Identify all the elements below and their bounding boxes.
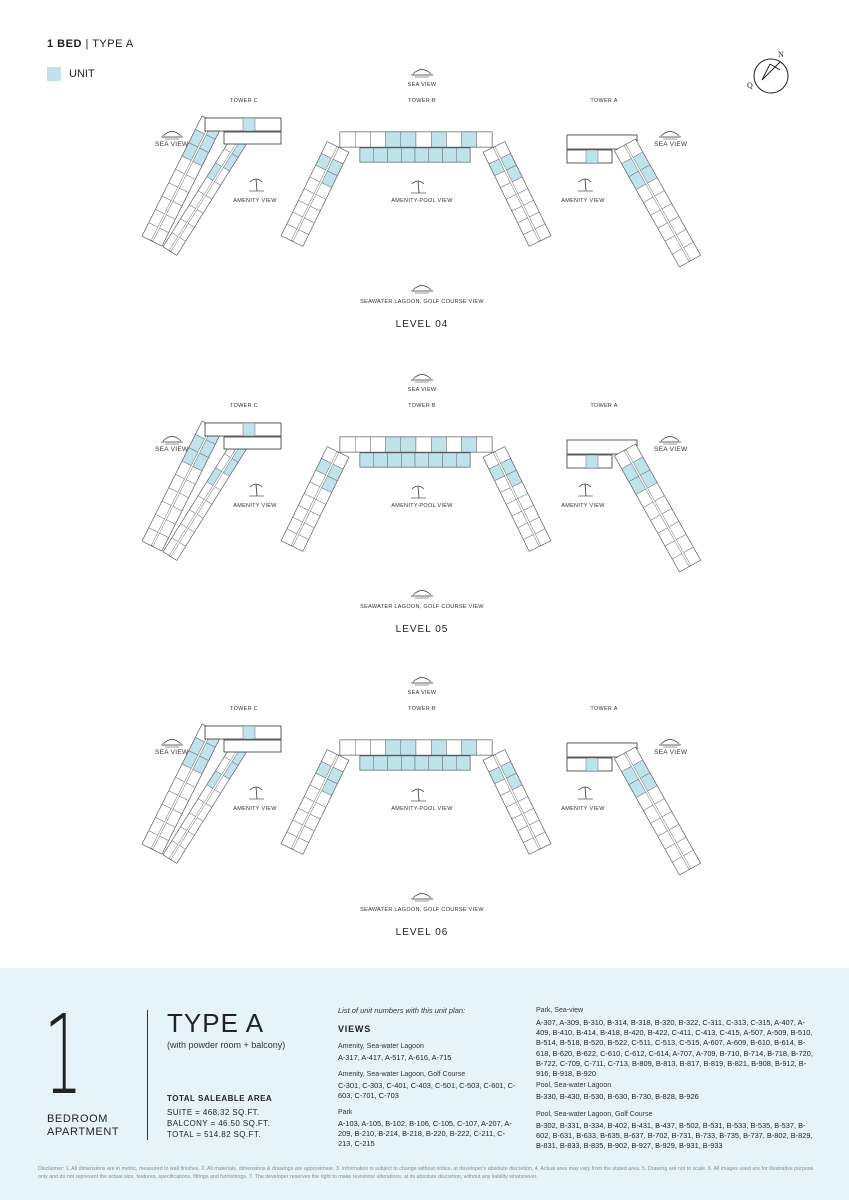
building-wing — [615, 444, 701, 572]
level-plan-06 — [0, 663, 849, 963]
building-wing — [483, 447, 551, 552]
palm-icon — [249, 179, 264, 191]
unit-cell — [415, 453, 429, 467]
group-title: Pool, Sea-water Lagoon — [536, 1082, 612, 1089]
unit-cell — [462, 132, 477, 147]
group-units: B-330, B-430, B-530, B-630, B-730, B-828, B-926 — [536, 1092, 699, 1101]
total-area: TOTAL = 514.82 SQ.FT. — [167, 1130, 261, 1139]
unit-cell — [416, 132, 431, 147]
bedroom-line2: APARTMENT — [47, 1126, 120, 1138]
unit-cell — [477, 437, 492, 452]
amenity-view-label: AMENITY VIEW — [561, 198, 605, 204]
unit-cell — [370, 437, 385, 452]
tower-c-label: TOWER C — [230, 98, 258, 104]
sea-view-label: SEA VIEW — [407, 387, 437, 393]
amenity-pool-view-label: AMENITY-POOL VIEW — [391, 503, 453, 509]
unit-cell — [443, 453, 457, 467]
unit-cell — [370, 740, 385, 755]
amenity-pool-view-label: AMENITY-POOL VIEW — [391, 806, 453, 812]
unit-cell — [340, 740, 355, 755]
sea-view-label: SEA VIEW — [654, 446, 688, 453]
lagoon-view-label: SEAWATER LAGOON, GOLF COURSE VIEW — [360, 604, 484, 610]
group-title: Pool, Sea-water Lagoon, Golf Course — [536, 1111, 653, 1118]
palm-icon — [578, 787, 593, 799]
unit-cell — [456, 453, 470, 467]
group-title: Amenity, Sea-water Lagoon, Golf Course — [338, 1071, 466, 1078]
unit-list-intro: List of unit numbers with this unit plan: — [338, 1006, 466, 1015]
unit-cell — [431, 132, 446, 147]
building-wing — [281, 142, 349, 247]
unit-cell — [415, 148, 429, 162]
building-wing — [281, 750, 349, 855]
unit-cell — [446, 740, 461, 755]
unit-cell — [429, 148, 443, 162]
unit-cell — [431, 437, 446, 452]
view-icon — [659, 437, 681, 445]
unit-cell — [340, 437, 355, 452]
unit-cell — [388, 756, 402, 770]
group-title: Park, Sea-view — [536, 1007, 584, 1014]
palm-icon — [411, 789, 426, 801]
sea-view-label: SEA VIEW — [155, 749, 189, 756]
group-units: A-317, A-417, A-517, A-616, A-715 — [338, 1053, 452, 1062]
building-wing — [615, 747, 701, 875]
unit-cell — [386, 132, 401, 147]
unit-cell — [370, 132, 385, 147]
palm-icon — [411, 486, 426, 498]
unit-cell — [388, 148, 402, 162]
tower-c-label: TOWER C — [230, 706, 258, 712]
lagoon-view-label: SEAWATER LAGOON, GOLF COURSE VIEW — [360, 907, 484, 913]
view-icon — [411, 678, 433, 686]
group-title: Amenity, Sea-water Lagoon — [338, 1043, 424, 1050]
palm-icon — [249, 787, 264, 799]
building-wing — [281, 447, 349, 552]
unit-cell — [360, 756, 374, 770]
unit-cell — [355, 437, 370, 452]
sea-view-label: SEA VIEW — [155, 446, 189, 453]
unit-cell — [386, 740, 401, 755]
unit-cell — [429, 756, 443, 770]
amenity-view-label: AMENITY VIEW — [561, 503, 605, 509]
unit-cell — [416, 437, 431, 452]
unit-cell — [429, 453, 443, 467]
group-units: A-103, A-105, B-102, B-106, C-105, C-107, A-207, A-209, B-210, B-214, B-218, B-220, B-222, C-211, C-213, C-215 — [338, 1119, 512, 1149]
tower-a-label: TOWER A — [590, 403, 618, 409]
unit-cell — [456, 148, 470, 162]
unit-cell — [401, 148, 415, 162]
group-units: B-302, B-331, B-334, B-402, B-431, B-437, B-502, B-531, B-533, B-535, B-537, B-602, B-631, B-633, B-635, B-637, B-702, B-731, B-733, B-735, B-737, B-802, B-829, B-831, B-833, B-835, B-902, B-927, B-929, B-931, B-933 — [536, 1121, 813, 1151]
unit-cell — [462, 740, 477, 755]
unit-cell — [374, 756, 388, 770]
view-icon — [411, 70, 433, 78]
page-heading — [47, 38, 134, 50]
sea-view-label: SEA VIEW — [407, 82, 437, 88]
amenity-view-label: AMENITY VIEW — [233, 503, 277, 509]
bedroom-label — [47, 1113, 119, 1139]
tower-b-label: TOWER B — [408, 98, 436, 104]
amenity-view-label: AMENITY VIEW — [561, 806, 605, 812]
group-units: A-307, A-309, B-310, B-314, B-318, B-320, B-322, C-311, C-313, C-315, A-407, A-409, B-410, B-414, B-418, B-420, B-422, C-411, C-413, C-415, A-507, A-509, B-510, B-514, B-518, B-520, B-522, C-511, C-513, C-515, A-607, A-609, B-610, B-614, B-618, B-620, B-622, C-610, C-612, C-614, A-707, A-709, B-710, B-714, B-718, B-720, B-722, C-709, C-711, C-713, B-809, B-813, B-817, B-819, B-821, B-908, B-912, B-916, B-918, B-920 — [536, 1018, 813, 1079]
palm-icon — [578, 179, 593, 191]
unit-cell — [416, 740, 431, 755]
unit-cell — [401, 740, 416, 755]
tower-b-label: TOWER B — [408, 706, 436, 712]
lagoon-view-label: SEAWATER LAGOON, GOLF COURSE VIEW — [360, 299, 484, 305]
building-wing — [483, 142, 551, 247]
level-title: LEVEL 05 — [395, 624, 449, 635]
amenity-view-label: AMENITY VIEW — [233, 806, 277, 812]
unit-cell — [386, 437, 401, 452]
bedroom-count: 1 — [44, 991, 83, 1119]
unit-cell — [243, 726, 255, 739]
view-icon — [659, 132, 681, 140]
bedroom-line1: BEDROOM — [47, 1113, 109, 1125]
building-wing — [483, 750, 551, 855]
type-title: TYPE A — [167, 1008, 265, 1038]
views-heading: VIEWS — [338, 1024, 372, 1034]
unit-cell — [243, 118, 255, 131]
view-icon — [411, 286, 433, 294]
unit-cell — [586, 758, 598, 771]
unit-cell — [374, 148, 388, 162]
unit-cell — [360, 453, 374, 467]
view-icon — [161, 132, 183, 140]
palm-icon — [578, 484, 593, 496]
unit-cell — [415, 756, 429, 770]
amenity-pool-view-label: AMENITY-POOL VIEW — [391, 198, 453, 204]
view-icon — [411, 591, 433, 599]
bed-label: 1 BED — [47, 38, 82, 50]
tower-a-label: TOWER A — [590, 98, 618, 104]
unit-cell — [586, 150, 598, 163]
view-icon — [161, 740, 183, 748]
unit-cell — [401, 132, 416, 147]
group-title: Park — [338, 1109, 353, 1116]
level-plan-04 — [0, 55, 849, 355]
view-icon — [659, 740, 681, 748]
amenity-view-label: AMENITY VIEW — [233, 198, 277, 204]
building-wing — [615, 139, 701, 267]
tower-c-label: TOWER C — [230, 403, 258, 409]
unit-cell — [355, 132, 370, 147]
unit-cell — [355, 740, 370, 755]
balcony-area: BALCONY = 46.50 SQ.FT. — [167, 1119, 271, 1128]
unit-cell — [374, 453, 388, 467]
sea-view-label: SEA VIEW — [654, 141, 688, 148]
footer-divider — [147, 1010, 148, 1140]
palm-icon — [249, 484, 264, 496]
level-plan-05 — [0, 360, 849, 660]
unit-cell — [360, 148, 374, 162]
view-icon — [161, 437, 183, 445]
palm-icon — [411, 181, 426, 193]
type-subtitle: (with powder room + balcony) — [167, 1040, 286, 1050]
unit-cell — [586, 455, 598, 468]
sea-view-label: SEA VIEW — [654, 749, 688, 756]
legend-label: UNIT — [69, 68, 95, 80]
unit-cell — [462, 437, 477, 452]
unit-cell — [477, 740, 492, 755]
sea-view-label: SEA VIEW — [155, 141, 189, 148]
type-label: TYPE A — [92, 38, 134, 50]
unit-cell — [401, 756, 415, 770]
heading-separator: | — [85, 38, 93, 50]
unit-cell — [456, 756, 470, 770]
disclaimer: Disclaimer: 1. All dimensions are in metric, measured to wall finishes. 2. All materials, dimensions & drawings are approximate. 3. Information is subject to change without notice, at developer's absolute discretion. 4. Actual area may vary from the stated area. 5. Drawing are not to scale. 6. All images used are for illustrative purpose only and do not represent the actual size, features, specifications, fittings and furnishings. 7. The developer reserves the right to make revisions/ alterations, at its absolute discretion, without any liability whatsoever. — [38, 1166, 814, 1180]
unit-cell — [431, 740, 446, 755]
unit-cell — [446, 132, 461, 147]
sea-view-label: SEA VIEW — [407, 690, 437, 696]
level-title: LEVEL 04 — [395, 319, 449, 330]
tower-a-label: TOWER A — [590, 706, 618, 712]
unit-cell — [401, 437, 416, 452]
suite-area: SUITE = 468.32 SQ.FT. — [167, 1108, 260, 1117]
view-icon — [411, 894, 433, 902]
unit-cell — [443, 148, 457, 162]
unit-cell — [446, 437, 461, 452]
unit-cell — [388, 453, 402, 467]
group-units: C-301, C-303, C-401, C-403, C-501, C-503, C-601, C-603, C-701, C-703 — [338, 1081, 516, 1101]
unit-cell — [477, 132, 492, 147]
level-title: LEVEL 06 — [395, 927, 449, 938]
area-heading: TOTAL SALEABLE AREA — [167, 1094, 273, 1103]
tower-b-label: TOWER B — [408, 403, 436, 409]
view-icon — [411, 375, 433, 383]
unit-cell — [243, 423, 255, 436]
compass-north: N — [778, 50, 784, 59]
compass-q: Q — [747, 81, 753, 90]
unit-cell — [443, 756, 457, 770]
unit-cell — [401, 453, 415, 467]
unit-cell — [340, 132, 355, 147]
